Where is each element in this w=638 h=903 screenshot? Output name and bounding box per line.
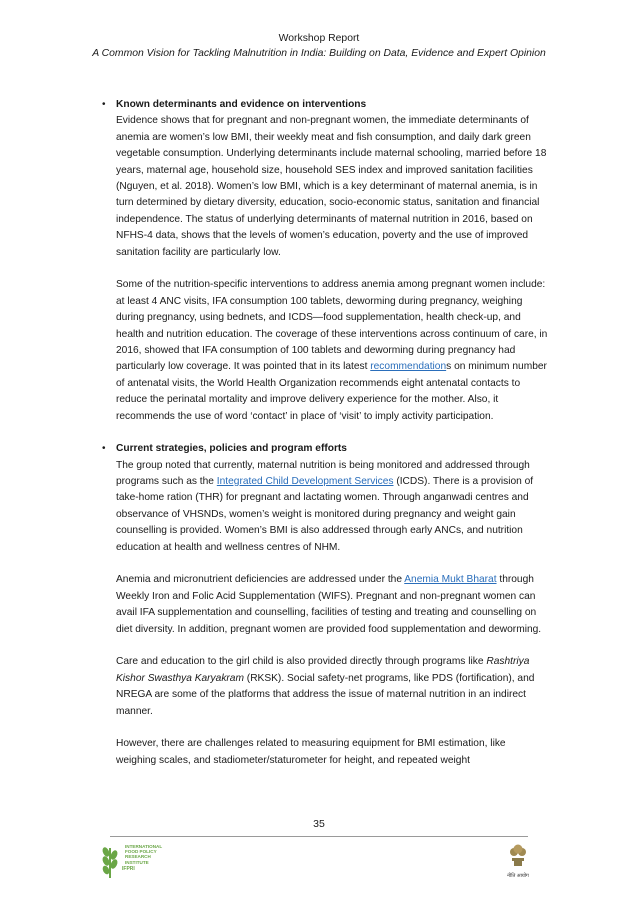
- paragraph: Care and education to the girl child is also provided directly through programs like Rashtriya Kishor Swasthya Karyakram (RKSK). Social safety-net programs, like PDS (fortification), and NREGA are some of the platforms that address the issue of maternal nutrition in an indirect manner.: [116, 656, 535, 717]
- ifpri-acronym: IFPRI: [122, 865, 135, 872]
- section-strategies: [102, 441, 548, 769]
- anemia-mukt-bharat-link[interactable]: Anemia Mukt Bharat: [404, 574, 497, 586]
- section-heading: Known determinants and evidence on interventions: [116, 99, 367, 110]
- paragraph: Anemia and micronutrient deficiencies are addressed under the Anemia Mukt Bharat through Weekly Iron and Folic Acid Supplementation (WIFS). Pregnant and non-pregnant women can avail IFA supplementation and counselling, facilities of testing and treating and counselling on diet diversity. In addition, pregnant women are provided food supplementation and deworming.: [116, 574, 542, 635]
- report-title: Workshop Report: [278, 33, 360, 44]
- emblem-icon: [507, 842, 529, 868]
- wheat-icon: [98, 842, 122, 880]
- section-heading: Current strategies, policies and program efforts: [116, 443, 347, 455]
- page-content: [102, 97, 548, 785]
- bullet-icon: •: [102, 99, 106, 110]
- page-header: [0, 31, 638, 61]
- paragraph: Some of the nutrition-specific interventions to address anemia among pregnant women include: at least 4 ANC visits, IFA consumption 100 tablets, deworming during pregnancy, weighing during pregnancy, using bednets, and ICDS—food supplementation, health check-up, and health and nutrition education. The coverage of these interventions across continuum of care, in 2016, showed that IFA consumption of 100 tablets and deworming during pregnancy had particularly low coverage. It was pointed that in its latest recommendations on minimum number of antenatal visits, the World Health Organization recommends eight antenatal contacts to reduce the perinatal mortality and improve delivery experience for the mother. Also, it recommends the use of word ‘contact’ in place of ‘visit’ to imply activity participation.: [116, 279, 548, 422]
- paragraph: The group noted that currently, maternal nutrition is being monitored and addressed through programs such as the Integrated Child Development Services (ICDS). There is a provision of take-home ration (THR) for pregnant and lactating women. Through anganwadi centres and observance of VHSNDs, women’s weight is monitored during pregnancy and weight gain counselling is provided. Women’s BMI is also addressed through early ANCs, and nutrition education at health and wellness centres of NHM.: [116, 459, 534, 553]
- page-number: 35: [313, 818, 325, 830]
- paragraph: However, there are challenges related to measuring equipment for BMI estimation, like weighing scales, and stadiometer/staturometer for height, and repeated weight: [116, 738, 506, 766]
- niti-aayog-logo: [498, 842, 538, 879]
- recommendation-link[interactable]: recommendation: [370, 361, 447, 373]
- footer-divider: [110, 836, 528, 837]
- paragraph: Evidence shows that for pregnant and non-pregnant women, the immediate determinants of anemia are women’s low BMI, their weekly meat and fish consumption, and daily dark green vegetable consumption. Underlying determinants include maternal schooling, married before 18 years, maternal age, household size, household SES index and improved sanitation facilities (Nguyen, et al. 2018). Women’s low BMI, which is a key determinant of maternal anemia, is in turn determined by dietary diversity, education, socio-economic status, sanitation and financial independence. The status of underlying determinants of maternal nutrition in 2016, based on NFHS-4 data, shows that the levels of women’s education, poverty and the use of improved sanitation facility are particularly low.: [116, 115, 547, 258]
- ifpri-name: INTERNATIONAL FOOD POLICY RESEARCH INSTITUTE: [125, 844, 163, 865]
- bullet-icon: •: [102, 443, 106, 455]
- section-determinants: [102, 97, 548, 425]
- ifpri-logo: [98, 842, 162, 880]
- report-subtitle: A Common Vision for Tackling Malnutrition in India: Building on Data, Evidence and Expert Opinion: [92, 48, 546, 59]
- icds-link[interactable]: Integrated Child Development Services: [216, 475, 394, 487]
- niti-label: नीति आयोग: [507, 873, 529, 879]
